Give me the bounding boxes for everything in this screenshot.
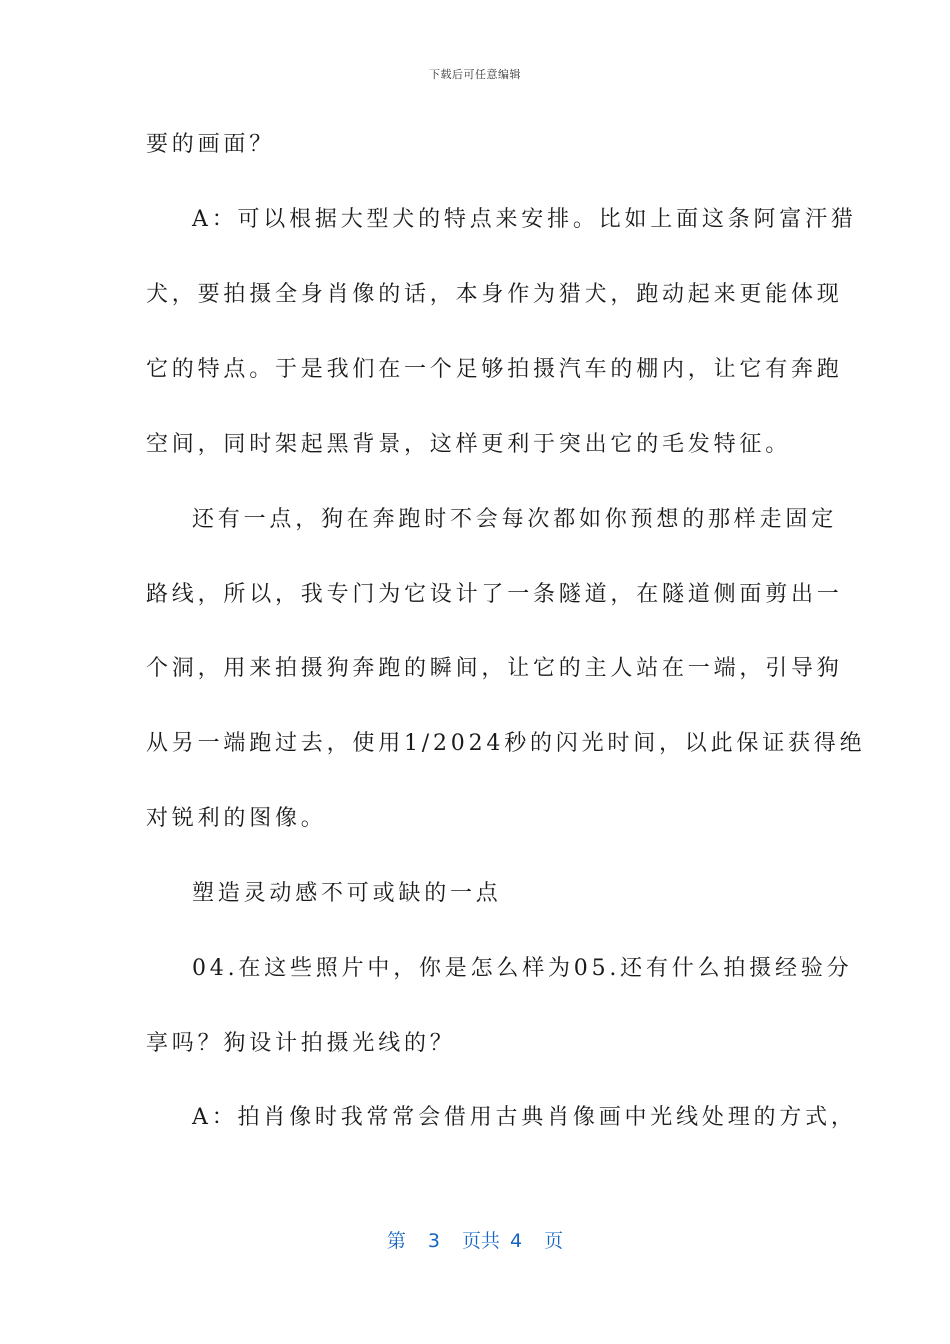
body-line: 个洞，用来拍摄狗奔跑的瞬间，让它的主人站在一端，引导狗 xyxy=(146,656,843,681)
page-footer xyxy=(0,1226,950,1253)
body-line: A：拍肖像时我常常会借用古典肖像画中光线处理的方式， xyxy=(192,1105,857,1130)
total-pages: 4 xyxy=(510,1230,523,1252)
body-line: 从另一端跑过去，使用1/2024秒的闪光时间，以此保证获得绝 xyxy=(146,731,866,756)
body-line: 还有一点，狗在奔跑时不会每次都如你预想的那样走固定 xyxy=(192,507,838,532)
body-line: 享吗？狗设计拍摄光线的？ xyxy=(146,1031,456,1056)
body-line: A：可以根据大型犬的特点来安排。比如上面这条阿富汗猎 xyxy=(192,207,857,232)
body-line: 要的画面？ xyxy=(146,132,276,157)
body-line: 路线，所以，我专门为它设计了一条隧道，在隧道侧面剪出一 xyxy=(146,582,843,607)
page-unit-label: 页共 xyxy=(461,1230,500,1252)
body-line: 空间，同时架起黑背景，这样更利于突出它的毛发特征。 xyxy=(146,432,792,457)
section-heading: 塑造灵动感不可或缺的一点 xyxy=(192,881,502,906)
page-label: 第 xyxy=(386,1230,406,1252)
body-line: 04.在这些照片中，你是怎么样为05.还有什么拍摄经验分 xyxy=(192,956,853,981)
page-number: 3 xyxy=(427,1230,440,1252)
body-line: 对锐利的图像。 xyxy=(146,806,327,831)
body-line: 它的特点。于是我们在一个足够拍摄汽车的棚内，让它有奔跑 xyxy=(146,357,843,382)
total-unit-label: 页 xyxy=(544,1230,564,1252)
body-line: 犬，要拍摄全身肖像的话，本身作为猎犬，跑动起来更能体现 xyxy=(146,282,843,307)
download-note: 下载后可任意编辑 xyxy=(429,68,521,81)
